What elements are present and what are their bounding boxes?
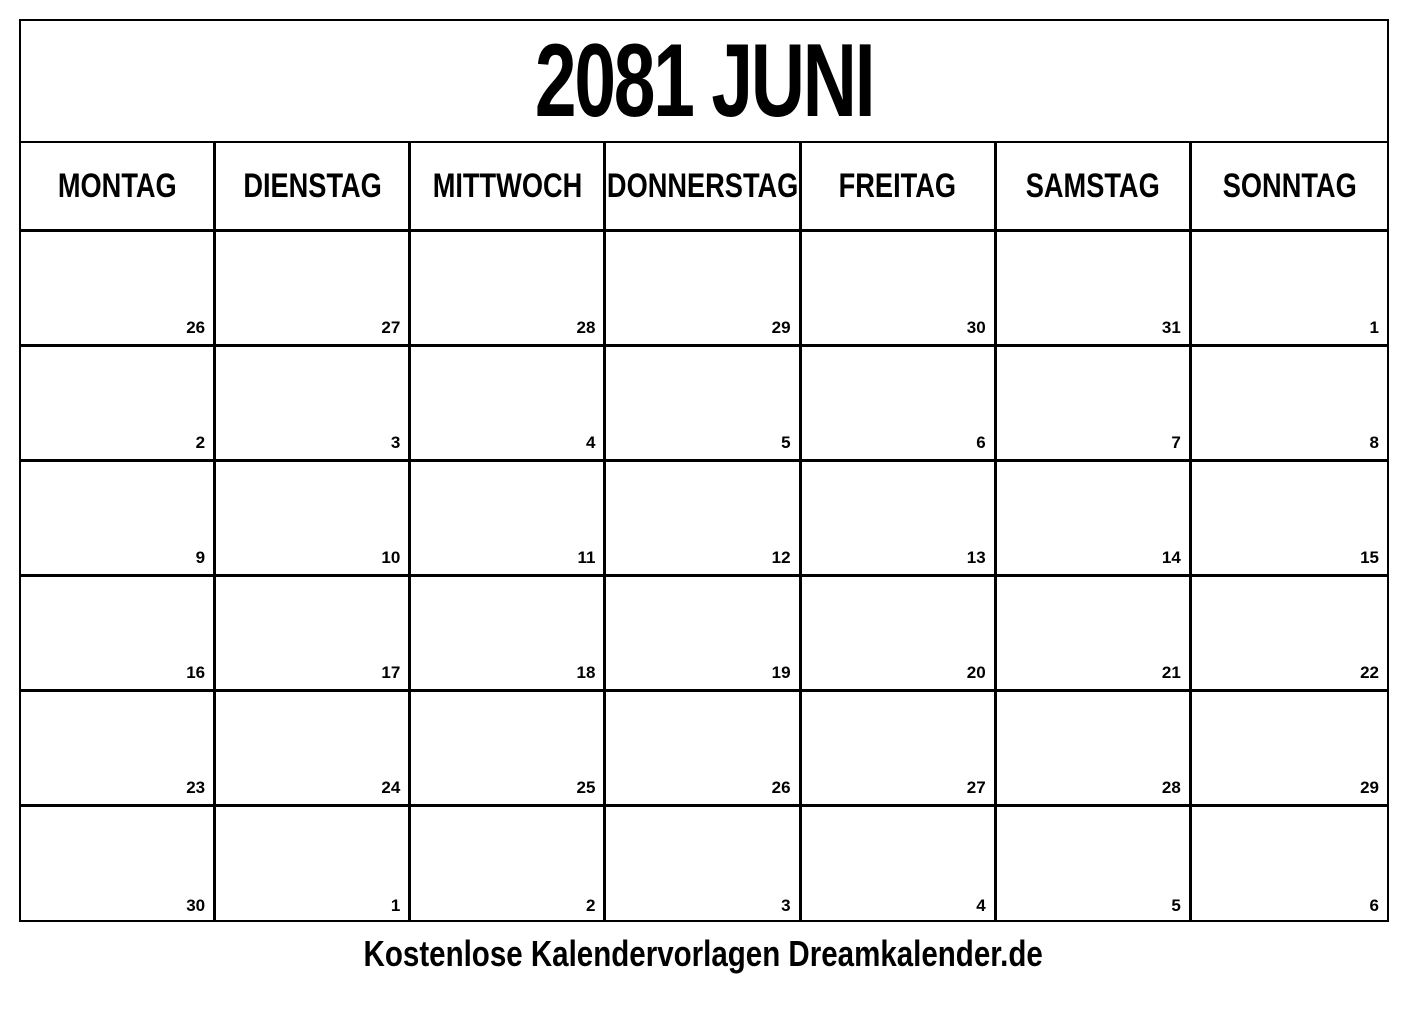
day-cell: [216, 807, 411, 922]
footer: [0, 933, 1406, 974]
day-cell: [997, 232, 1192, 347]
weekday-header: [997, 143, 1192, 232]
day-number: 20: [966, 663, 986, 682]
day-number: 2: [585, 896, 596, 915]
day-cell: [997, 807, 1192, 922]
day-cell: [606, 232, 801, 347]
day-cell: [1192, 347, 1387, 462]
day-cell: [1192, 577, 1387, 692]
weekday-header: [802, 143, 997, 232]
day-cell: [216, 692, 411, 807]
day-number: 17: [381, 663, 401, 682]
day-cell: [1192, 232, 1387, 347]
day-number: 28: [1161, 778, 1181, 797]
day-cell: [411, 462, 606, 577]
day-cell: [411, 232, 606, 347]
day-cell: [21, 807, 216, 922]
day-cell: [216, 232, 411, 347]
calendar: [19, 19, 1389, 922]
day-number: 31: [1161, 318, 1181, 337]
day-number: 30: [186, 896, 206, 915]
day-cell: [216, 577, 411, 692]
weekday-header: [411, 143, 606, 232]
day-number: 8: [1369, 433, 1379, 452]
day-number: 12: [771, 548, 791, 567]
day-cell: [802, 347, 997, 462]
day-number: 30: [966, 318, 986, 337]
day-number: 26: [186, 318, 206, 337]
day-number: 4: [585, 433, 596, 452]
day-cell: [21, 692, 216, 807]
day-number: 5: [781, 433, 791, 452]
day-cell: [21, 577, 216, 692]
day-number: 21: [1161, 663, 1181, 682]
day-number: 6: [976, 433, 986, 452]
calendar-title-text: 2081 JUNI: [534, 23, 874, 139]
day-cell: [997, 577, 1192, 692]
day-number: 13: [966, 548, 986, 567]
day-number: 7: [1171, 433, 1181, 452]
weekday-label: SAMSTAG: [1025, 166, 1160, 205]
weekday-header: [21, 143, 216, 232]
day-cell: [411, 692, 606, 807]
day-cell: [802, 232, 997, 347]
weekday-label: FREITAG: [838, 166, 957, 205]
day-number: 25: [576, 778, 596, 797]
day-number: 27: [381, 318, 401, 337]
footer-text: Kostenlose Kalendervorlagen Dreamkalender.de: [363, 933, 1043, 974]
weekday-label: DONNERSTAG: [606, 166, 799, 205]
day-number: 11: [577, 548, 596, 567]
day-cell: [997, 347, 1192, 462]
day-number: 3: [390, 433, 401, 452]
day-number: 14: [1161, 548, 1181, 567]
day-number: 24: [381, 778, 401, 797]
weekday-label: MONTAG: [57, 166, 177, 205]
day-number: 28: [576, 318, 596, 337]
day-number: 22: [1360, 663, 1379, 682]
day-cell: [1192, 807, 1387, 922]
day-cell: [802, 692, 997, 807]
day-number: 27: [966, 778, 986, 797]
day-number: 29: [771, 318, 791, 337]
day-number: 9: [195, 548, 206, 567]
calendar-grid: [21, 143, 1387, 922]
day-number: 23: [186, 778, 206, 797]
day-cell: [606, 807, 801, 922]
day-number: 1: [1369, 318, 1379, 337]
day-number: 4: [976, 896, 986, 915]
day-number: 2: [195, 433, 206, 452]
day-cell: [411, 577, 606, 692]
day-number: 1: [390, 896, 401, 915]
day-cell: [802, 807, 997, 922]
day-number: 6: [1369, 896, 1379, 915]
calendar-title: [21, 21, 1387, 143]
day-cell: [1192, 462, 1387, 577]
day-cell: [21, 347, 216, 462]
day-number: 19: [771, 663, 791, 682]
weekday-header: [1192, 143, 1387, 232]
day-cell: [411, 347, 606, 462]
day-cell: [606, 462, 801, 577]
day-cell: [606, 347, 801, 462]
day-cell: [21, 462, 216, 577]
day-number: 10: [381, 548, 401, 567]
day-number: 5: [1171, 896, 1181, 915]
weekday-label: SONNTAG: [1222, 166, 1357, 205]
day-cell: [802, 462, 997, 577]
day-number: 3: [781, 896, 791, 915]
weekday-label: MITTWOCH: [432, 166, 583, 205]
weekday-header: [606, 143, 801, 232]
weekday-label: DIENSTAG: [242, 166, 382, 205]
day-cell: [216, 347, 411, 462]
day-cell: [606, 577, 801, 692]
day-cell: [411, 807, 606, 922]
day-cell: [21, 232, 216, 347]
day-number: 18: [576, 663, 596, 682]
day-number: 26: [771, 778, 791, 797]
day-number: 16: [186, 663, 206, 682]
day-cell: [802, 577, 997, 692]
day-cell: [606, 692, 801, 807]
day-cell: [216, 462, 411, 577]
day-cell: [997, 692, 1192, 807]
day-number: 29: [1360, 778, 1379, 797]
day-cell: [1192, 692, 1387, 807]
day-number: 15: [1360, 548, 1379, 567]
day-cell: [997, 462, 1192, 577]
weekday-header: [216, 143, 411, 232]
